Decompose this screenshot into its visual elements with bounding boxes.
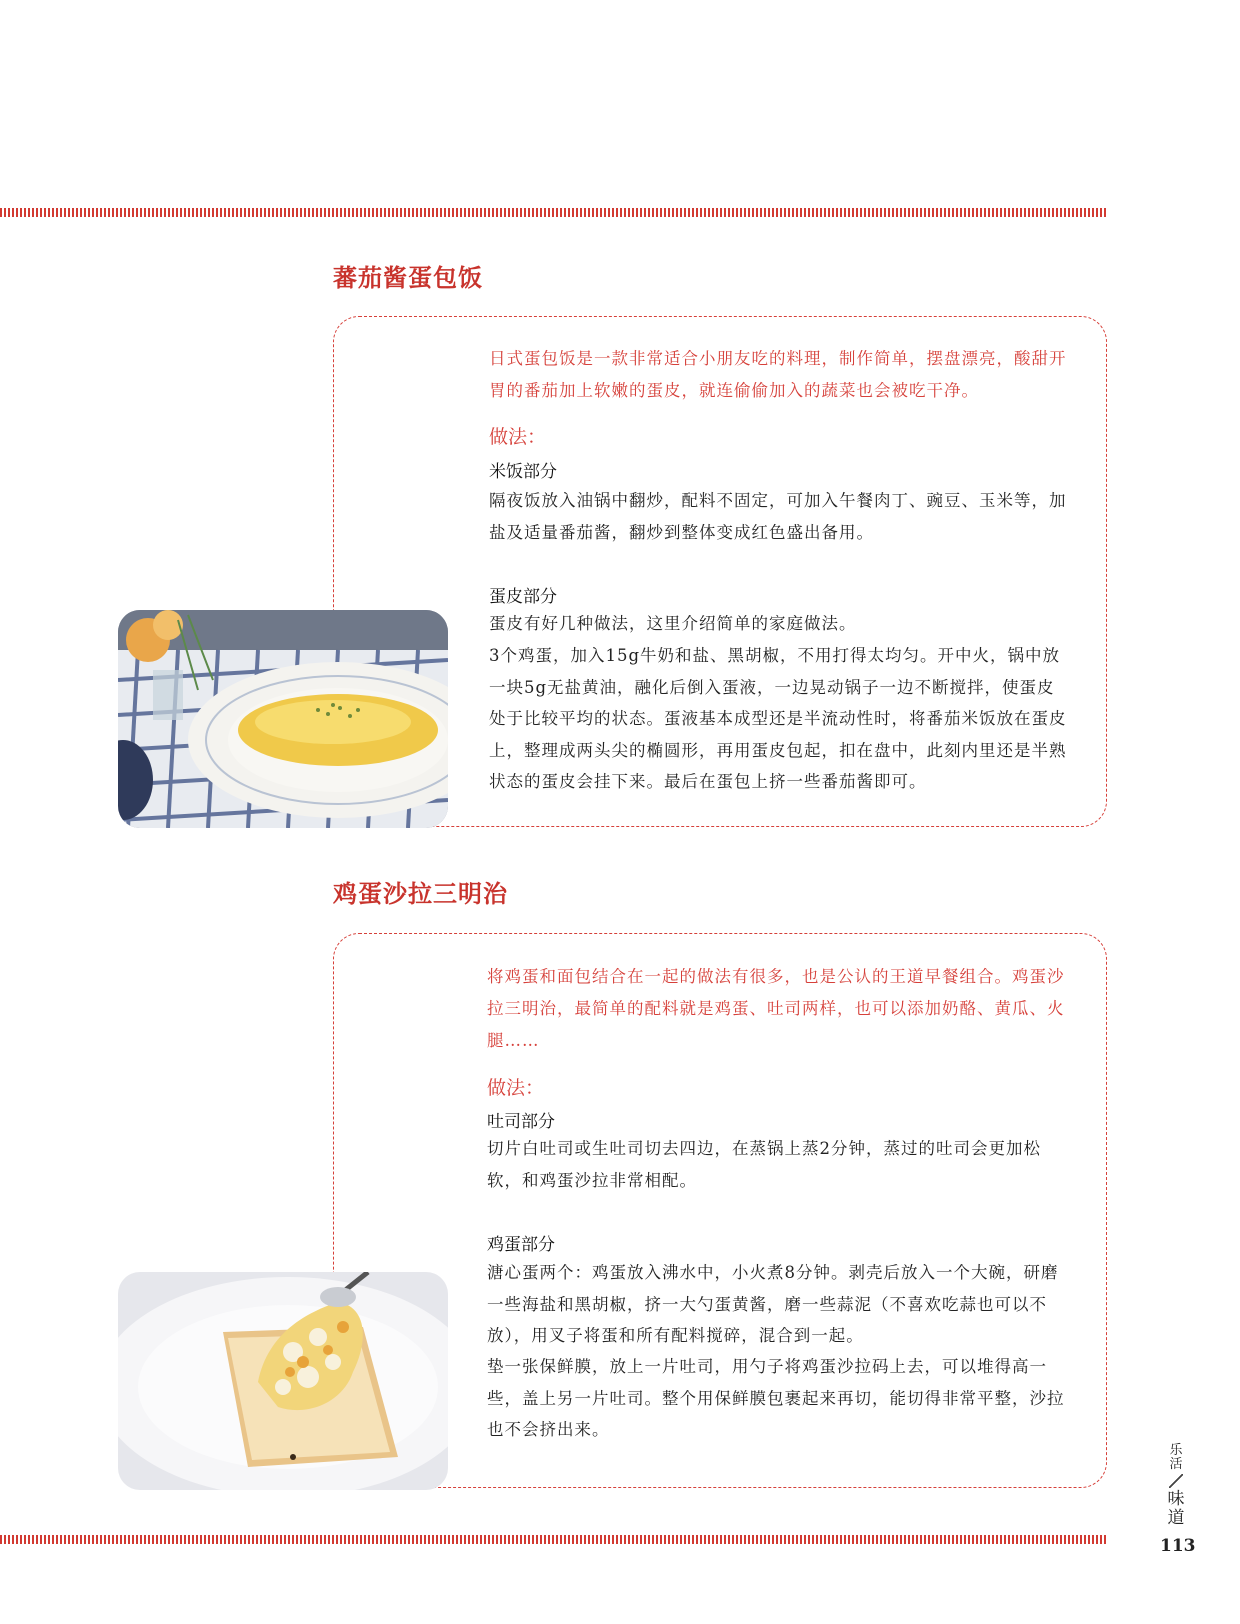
recipe2-part1-text: 切片白吐司或生吐司切去四边，在蒸锅上蒸2分钟，蒸过的吐司会更加松软，和鸡蛋沙拉非常相配。 bbox=[487, 1139, 1041, 1190]
section-marker-bottom: 味道 bbox=[1167, 1489, 1185, 1528]
recipe1-part1-text: 隔夜饭放入油锅中翻炒，配料不固定，可加入午餐肉丁、豌豆、玉米等，加盐及适量番茄酱，翻炒到整体变成红色盛出备用。 bbox=[489, 491, 1067, 542]
omurice-photo bbox=[118, 610, 448, 828]
page-number: 113 bbox=[1160, 1536, 1196, 1556]
recipe2-part2-title: 鸡蛋部分 bbox=[487, 1235, 555, 1255]
recipe2-method-label: 做法： bbox=[487, 1077, 545, 1099]
recipe1-intro: 日式蛋包饭是一款非常适合小朋友吃的料理，制作简单，摆盘漂亮，酸甜开胃的番茄加上软嫩的蛋皮，就连偷偷加入的蔬菜也会被吃干净。 bbox=[489, 349, 1067, 400]
recipe2-part1-title: 吐司部分 bbox=[487, 1112, 555, 1132]
recipe1-part2-title: 蛋皮部分 bbox=[489, 587, 557, 607]
recipe2-intro: 将鸡蛋和面包结合在一起的做法有很多，也是公认的王道早餐组合。鸡蛋沙拉三明治，最简单的配料就是鸡蛋、吐司两样，也可以添加奶酪、黄瓜、火腿…… bbox=[487, 967, 1065, 1050]
section-marker-slash bbox=[1169, 1474, 1183, 1488]
recipe2-part2-text2: 垫一张保鲜膜，放上一片吐司，用勺子将鸡蛋沙拉码上去，可以堆得高一些，盖上另一片吐司。整个用保鲜膜包裹起来再切，能切得非常平整，沙拉也不会挤出来。 bbox=[487, 1357, 1065, 1439]
recipe2-title: 鸡蛋沙拉三明治 bbox=[333, 879, 508, 908]
top-decorative-rule bbox=[0, 208, 1108, 217]
bottom-decorative-rule bbox=[0, 1535, 1108, 1544]
recipe1-method-label: 做法： bbox=[489, 426, 547, 448]
recipe1-part2-text1: 蛋皮有好几种做法，这里介绍简单的家庭做法。 bbox=[489, 614, 857, 633]
egg-sandwich-photo bbox=[118, 1272, 448, 1490]
recipe1-title: 蕃茄酱蛋包饭 bbox=[333, 263, 483, 292]
recipe1-part2-text2: 3个鸡蛋，加入15g牛奶和盐、黑胡椒，不用打得太均匀。开中火，锅中放一块5g无盐黄油，融化后倒入蛋液，一边晃动锅子一边不断搅拌，使蛋皮处于比较平均的状态。蛋液基本成型还是半流动性时，将番茄米饭放在蛋皮上，整理成两头尖的椭圆形，再用蛋皮包起，扣在盘中，此刻内里还是半熟状态的蛋皮会挂下来。最后在蛋包上挤一些番茄酱即可。 bbox=[489, 646, 1067, 791]
recipe1-part1-title: 米饭部分 bbox=[489, 462, 557, 482]
omurice-illustration bbox=[118, 610, 448, 828]
egg-sandwich-illustration bbox=[118, 1272, 448, 1490]
recipe2-part2-text1: 溏心蛋两个：鸡蛋放入沸水中，小火煮8分钟。剥壳后放入一个大碗，研磨一些海盐和黑胡椒，挤一大勺蛋黄酱，磨一些蒜泥（不喜欢吃蒜也可以不放），用叉子将蛋和所有配料搅碎，混合到一起。 bbox=[487, 1263, 1059, 1345]
section-marker-top: 乐活 bbox=[1169, 1443, 1183, 1472]
section-marker bbox=[1166, 1444, 1186, 1528]
